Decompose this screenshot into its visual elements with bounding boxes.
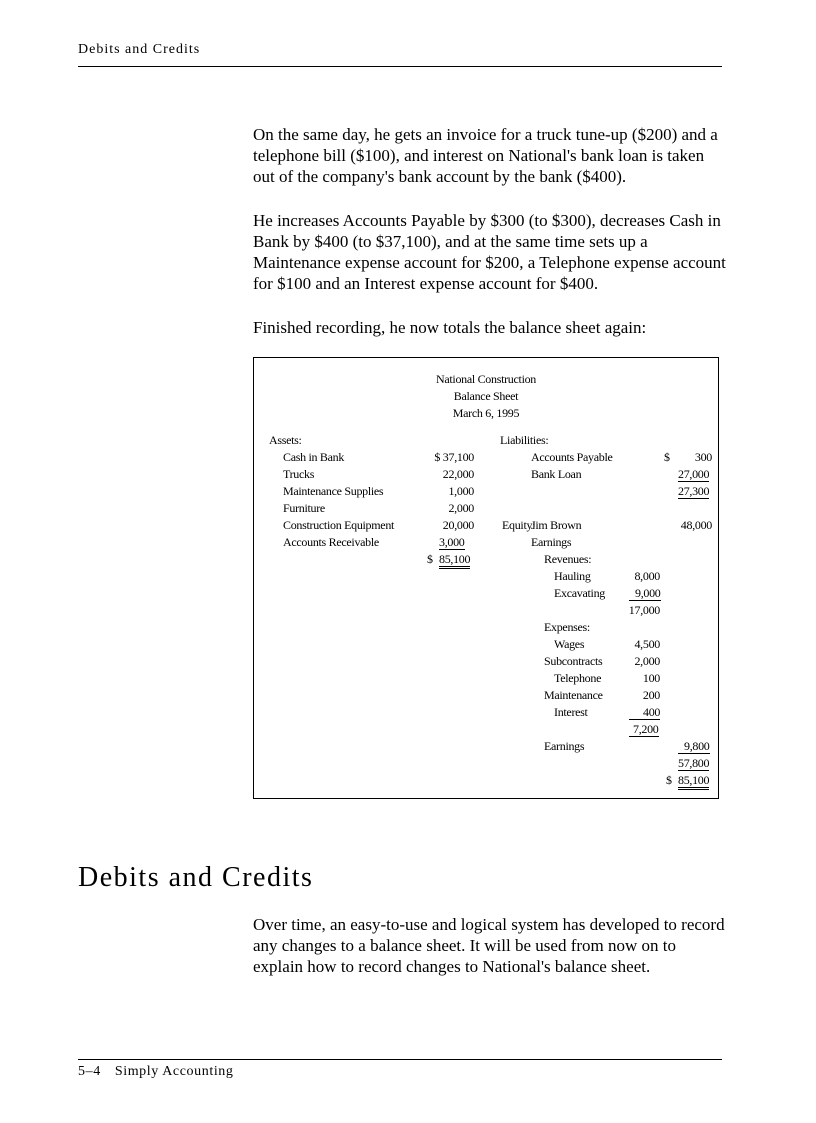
book-title: Simply Accounting <box>114 1064 234 1079</box>
assets-total-dollar: $ <box>427 552 433 566</box>
expenses-total: 7,200 <box>629 722 659 737</box>
liability-label: Bank Loan <box>531 467 582 481</box>
asset-amount: 3,000 <box>439 535 465 549</box>
bs-date: March 6, 1995 <box>452 406 520 420</box>
revenue-amount: 8,000 <box>634 569 660 583</box>
asset-amount: $ 37,100 <box>434 450 474 464</box>
paragraph-4: Over time, an easy-to-use and logical system has developed to record any changes to a balance sheet. It will be used from now on to explain how to record changes to National's balance sheet. <box>253 915 725 976</box>
revenues-total: 17,000 <box>628 603 660 617</box>
liability-label: Accounts Payable <box>531 450 613 464</box>
paragraph-1: On the same day, he gets an invoice for a truck tune-up ($200) and a telephone bill ($100), and interest on National's bank loan is taken out of the company's bank account by the bank ($400). <box>253 125 718 186</box>
section-heading: Debits and Credits <box>78 862 314 893</box>
balance-sheet-box <box>253 357 719 799</box>
liability-amount: 27,000 <box>678 467 710 481</box>
footer <box>78 1064 234 1080</box>
asset-label: Construction Equipment <box>283 518 395 532</box>
assets-label: Assets: <box>269 433 302 447</box>
grand-total: 85,100 <box>678 773 709 790</box>
running-header: Debits and Credits <box>78 42 201 57</box>
paragraph-2: He increases Accounts Payable by $300 (to $300), decreases Cash in Bank by $400 (to $37,100), and at the same time sets up a Maintenance expense account for $200, a Telephone expense account for $100 and an Interest expense account for $400. <box>253 211 726 293</box>
asset-amount: 1,000 <box>448 484 474 498</box>
revenue-label: Excavating <box>554 586 605 600</box>
expense-label: Subcontracts <box>544 654 603 668</box>
revenue-label: Hauling <box>554 569 591 583</box>
net-earnings-amount: 9,800 <box>678 739 710 754</box>
liabilities-label: Liabilities: <box>500 433 549 447</box>
liability-amount: 300 <box>694 450 712 464</box>
bs-company: National Construction <box>435 372 537 386</box>
earnings-label: Earnings <box>531 535 572 549</box>
asset-label: Accounts Receivable <box>283 535 379 549</box>
asset-amount: 20,000 <box>442 518 474 532</box>
assets-total: 85,100 <box>439 552 470 569</box>
footer-rule <box>78 1059 722 1060</box>
expense-amount: 200 <box>642 688 660 702</box>
equity-label: Equity: <box>502 518 536 532</box>
asset-label: Cash in Bank <box>283 450 345 464</box>
net-earnings-label: Earnings <box>544 739 585 753</box>
expense-amount: 100 <box>642 671 660 685</box>
asset-label: Maintenance Supplies <box>283 484 384 498</box>
expense-amount: 2,000 <box>634 654 660 668</box>
expense-label: Interest <box>554 705 588 719</box>
revenue-amount: 9,000 <box>629 586 661 601</box>
bs-title: Balance Sheet <box>453 389 519 403</box>
liability-dollar: $ <box>664 450 670 464</box>
page-number: 5–4 <box>78 1064 101 1079</box>
expense-amount: 400 <box>629 705 660 720</box>
expense-label: Wages <box>554 637 585 651</box>
asset-label: Trucks <box>283 467 315 481</box>
owner-amount: 48,000 <box>680 518 712 532</box>
expense-amount: 4,500 <box>634 637 660 651</box>
paragraph-3: Finished recording, he now totals the balance sheet again: <box>253 318 647 337</box>
header-rule <box>78 66 722 67</box>
revenues-label: Revenues: <box>544 552 592 566</box>
equity-total: 57,800 <box>678 756 710 770</box>
owner-label: Jim Brown <box>531 518 582 532</box>
asset-label: Furniture <box>283 501 325 515</box>
expense-label: Telephone <box>554 671 602 685</box>
asset-amount: 2,000 <box>448 501 474 515</box>
grand-total-dollar: $ <box>666 773 672 787</box>
asset-amount: 22,000 <box>442 467 474 481</box>
expenses-label: Expenses: <box>544 620 590 634</box>
expense-label: Maintenance <box>544 688 603 702</box>
liabilities-total: 27,300 <box>678 484 710 498</box>
